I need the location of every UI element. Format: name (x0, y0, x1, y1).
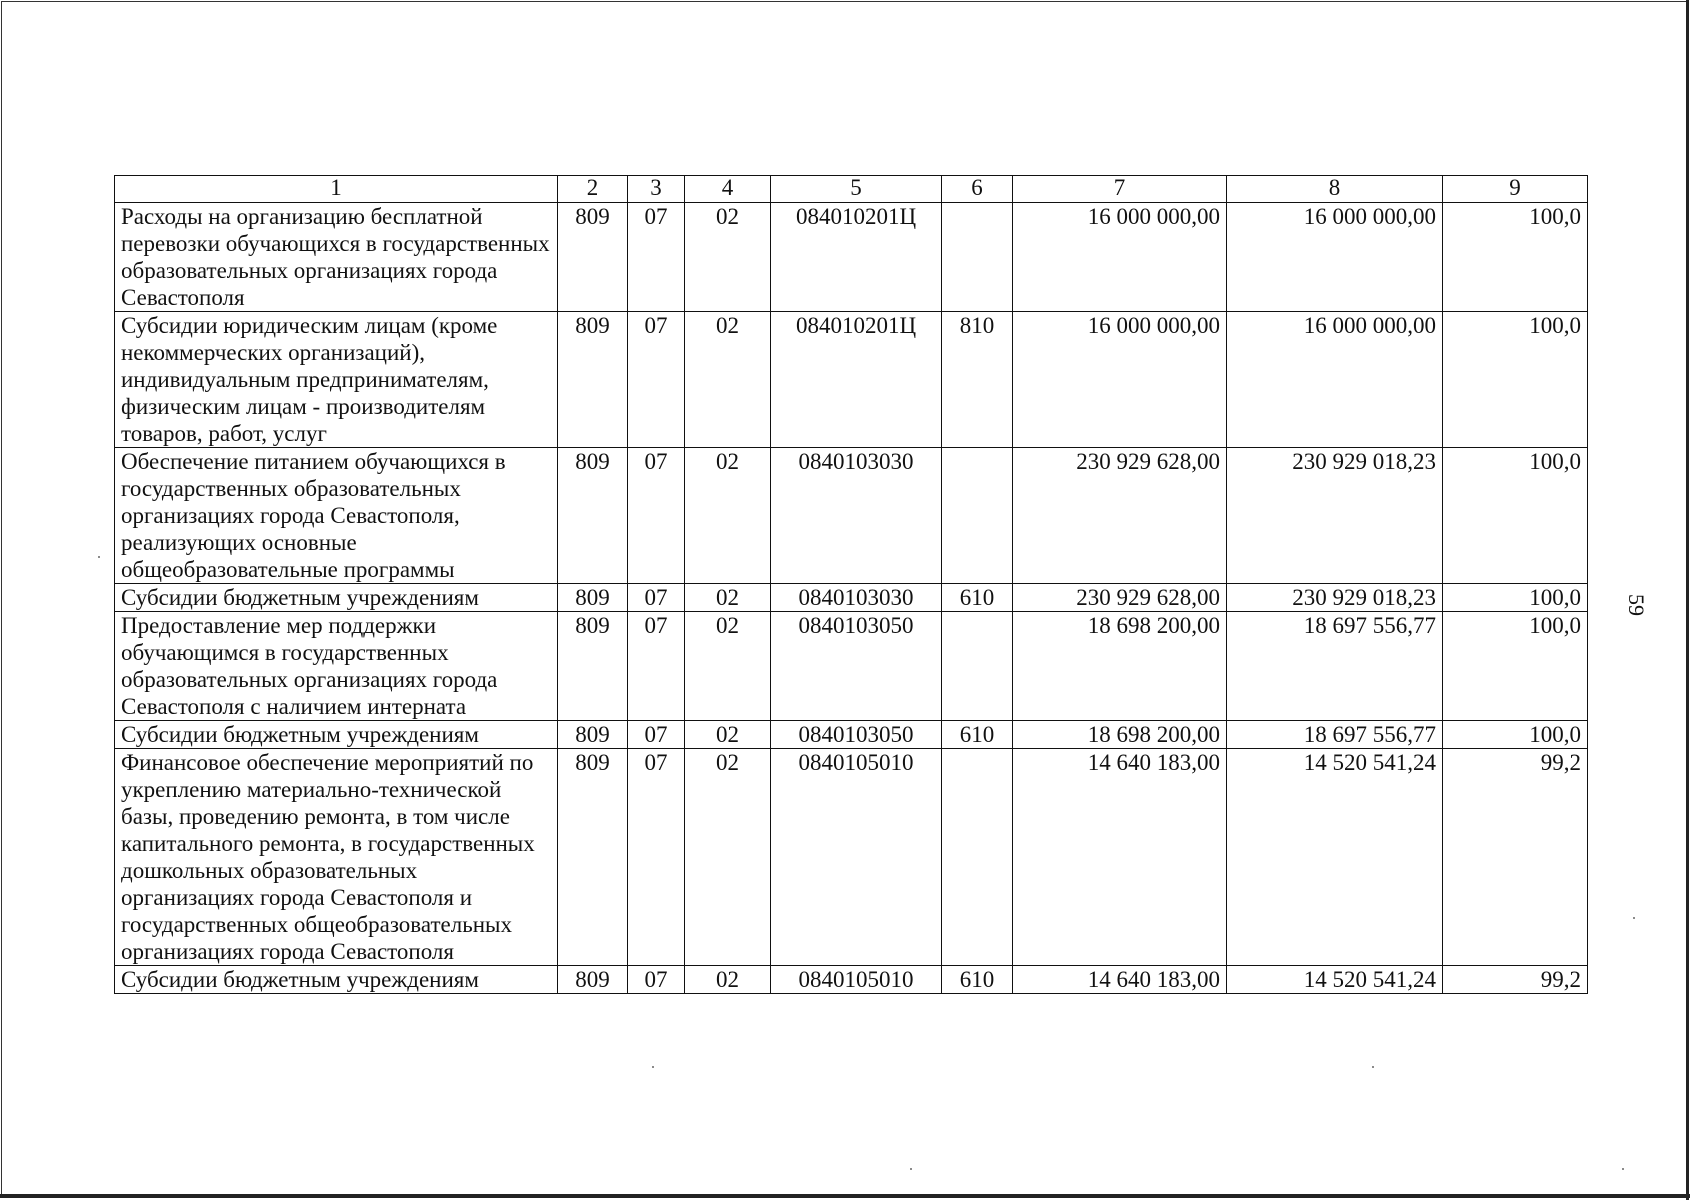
scan-bottom-edge (0, 1194, 1690, 1198)
row-cell-9: 100,0 (1443, 312, 1588, 448)
row-cell-8: 14 520 541,24 (1227, 749, 1443, 966)
table-row (115, 584, 1588, 612)
table-row (115, 612, 1588, 721)
row-cell-9: 99,2 (1443, 966, 1588, 994)
scan-speck (910, 1168, 912, 1170)
row-cell-5: 0840105010 (771, 966, 942, 994)
row-cell-5: 0840105010 (771, 749, 942, 966)
row-cell-4: 02 (685, 584, 771, 612)
header-cell-7: 7 (1013, 176, 1227, 203)
row-cell-7: 18 698 200,00 (1013, 721, 1227, 749)
header-cell-5: 5 (771, 176, 942, 203)
row-cell-2: 809 (558, 612, 628, 721)
header-cell-8: 8 (1227, 176, 1443, 203)
row-cell-3: 07 (628, 312, 685, 448)
row-cell-7: 14 640 183,00 (1013, 966, 1227, 994)
table-row (115, 448, 1588, 584)
row-name-cell: Субсидии бюджетным учреждениям (115, 966, 558, 994)
row-cell-7: 230 929 628,00 (1013, 584, 1227, 612)
row-cell-9: 99,2 (1443, 749, 1588, 966)
row-cell-6: 610 (942, 721, 1013, 749)
row-cell-8: 16 000 000,00 (1227, 312, 1443, 448)
row-cell-7: 14 640 183,00 (1013, 749, 1227, 966)
row-cell-2: 809 (558, 312, 628, 448)
scan-speck (1372, 1066, 1374, 1068)
row-cell-8: 18 697 556,77 (1227, 612, 1443, 721)
row-cell-6 (942, 203, 1013, 312)
scan-speck (1622, 1168, 1624, 1170)
row-cell-9: 100,0 (1443, 612, 1588, 721)
row-cell-3: 07 (628, 612, 685, 721)
row-name-cell: Субсидии бюджетным учреждениям (115, 584, 558, 612)
row-cell-4: 02 (685, 966, 771, 994)
row-cell-4: 02 (685, 612, 771, 721)
row-cell-7: 16 000 000,00 (1013, 312, 1227, 448)
row-cell-3: 07 (628, 584, 685, 612)
row-cell-3: 07 (628, 721, 685, 749)
scan-speck (652, 1066, 654, 1068)
budget-table (114, 175, 1588, 994)
row-cell-4: 02 (685, 721, 771, 749)
row-cell-3: 07 (628, 966, 685, 994)
row-cell-8: 230 929 018,23 (1227, 584, 1443, 612)
row-cell-2: 809 (558, 448, 628, 584)
header-cell-3: 3 (628, 176, 685, 203)
row-name-cell: Субсидии бюджетным учреждениям (115, 721, 558, 749)
row-cell-8: 18 697 556,77 (1227, 721, 1443, 749)
table-row (115, 721, 1588, 749)
row-cell-9: 100,0 (1443, 721, 1588, 749)
row-name-cell: Финансовое обеспечение мероприятий по укреплению материально-технической базы, проведению ремонта, в том числе капитального ремонта, в государственных дошкольных образовательных организациях города Севастополя и государственных общеобразовательных организациях города Севастополя (115, 749, 558, 966)
row-cell-4: 02 (685, 203, 771, 312)
scan-speck (1633, 917, 1635, 919)
row-cell-6: 610 (942, 966, 1013, 994)
row-cell-9: 100,0 (1443, 448, 1588, 584)
row-cell-6: 810 (942, 312, 1013, 448)
row-cell-3: 07 (628, 203, 685, 312)
row-cell-5: 0840103030 (771, 584, 942, 612)
row-name-cell: Субсидии юридическим лицам (кроме некоммерческих организаций), индивидуальным предпринимателям, физическим лицам - производителям товаров, работ, услуг (115, 312, 558, 448)
row-name-cell: Расходы на организацию бесплатной перевозки обучающихся в государственных образовательных организациях города Севастополя (115, 203, 558, 312)
row-cell-2: 809 (558, 584, 628, 612)
row-cell-9: 100,0 (1443, 584, 1588, 612)
row-cell-9: 100,0 (1443, 203, 1588, 312)
row-cell-4: 02 (685, 312, 771, 448)
row-cell-8: 16 000 000,00 (1227, 203, 1443, 312)
row-cell-5: 084010201Ц (771, 312, 942, 448)
row-cell-8: 230 929 018,23 (1227, 448, 1443, 584)
row-name-cell: Предоставление мер поддержки обучающимся в государственных образовательных организациях города Севастополя с наличием интерната (115, 612, 558, 721)
header-cell-9: 9 (1443, 176, 1588, 203)
header-cell-6: 6 (942, 176, 1013, 203)
row-cell-6 (942, 749, 1013, 966)
header-cell-1: 1 (115, 176, 558, 203)
row-cell-2: 809 (558, 721, 628, 749)
row-cell-8: 14 520 541,24 (1227, 966, 1443, 994)
table-body (115, 203, 1588, 994)
table-row (115, 203, 1588, 312)
row-cell-5: 084010201Ц (771, 203, 942, 312)
header-cell-2: 2 (558, 176, 628, 203)
scan-speck (98, 556, 100, 558)
scan-right-edge (1686, 0, 1689, 1200)
row-cell-3: 07 (628, 749, 685, 966)
row-cell-2: 809 (558, 749, 628, 966)
row-cell-2: 809 (558, 203, 628, 312)
table-row (115, 966, 1588, 994)
row-cell-3: 07 (628, 448, 685, 584)
row-cell-7: 16 000 000,00 (1013, 203, 1227, 312)
row-cell-6 (942, 448, 1013, 584)
row-cell-6: 610 (942, 584, 1013, 612)
row-cell-5: 0840103050 (771, 612, 942, 721)
row-cell-2: 809 (558, 966, 628, 994)
row-cell-7: 18 698 200,00 (1013, 612, 1227, 721)
row-name-cell: Обеспечение питанием обучающихся в государственных образовательных организациях города Севастополя, реализующих основные общеобразовательные программы (115, 448, 558, 584)
page-number: 59 (1624, 594, 1649, 616)
row-cell-4: 02 (685, 749, 771, 966)
row-cell-6 (942, 612, 1013, 721)
row-cell-7: 230 929 628,00 (1013, 448, 1227, 584)
table-row (115, 312, 1588, 448)
header-cell-4: 4 (685, 176, 771, 203)
header-row (115, 176, 1588, 203)
row-cell-5: 0840103050 (771, 721, 942, 749)
row-cell-4: 02 (685, 448, 771, 584)
row-cell-5: 0840103030 (771, 448, 942, 584)
table-row (115, 749, 1588, 966)
